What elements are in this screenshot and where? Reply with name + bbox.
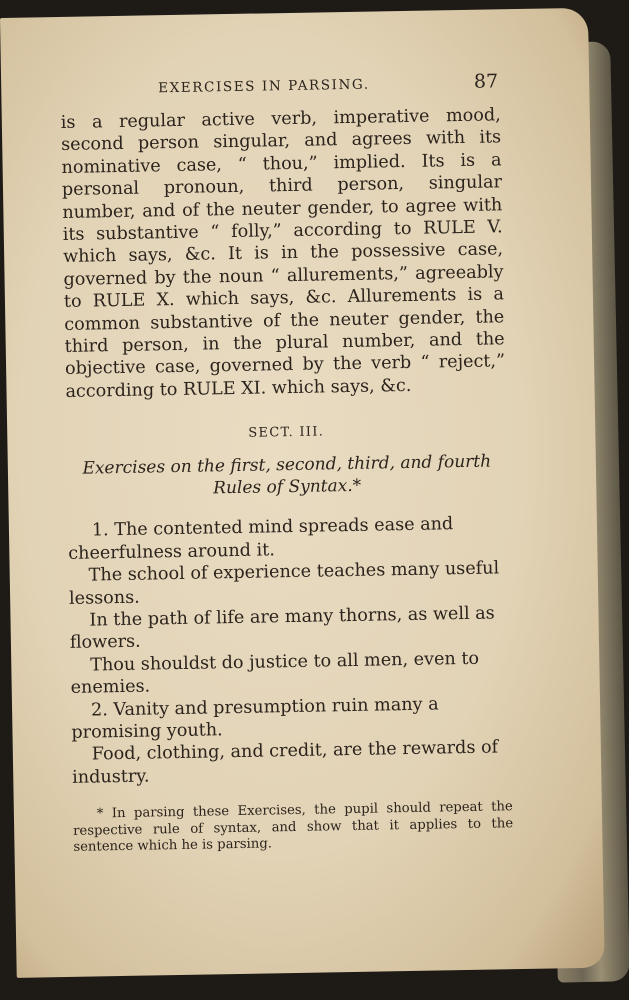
exercise-sentence: In the path of life are many thorns, as well as flowers. (69, 603, 495, 654)
running-title: EXERCISES IN PARSING. (158, 76, 370, 97)
exercise-sentence: 2. Vanity and presumption ruin many a promising youth. (71, 694, 439, 743)
exercise-sentence: Food, clothing, and credit, are the rewards of industry. (72, 737, 499, 788)
page-content (60, 70, 514, 856)
footnote: * In parsing these Exercises, the pupil should repeat the respective rule of syntax, and show that it applies to the sentence which he is parsing. (73, 799, 514, 856)
exercise-sentence: Thou shouldst do justice to all men, even to enemies. (70, 648, 480, 699)
exercise-sentence: The school of experience teaches many useful lessons. (68, 558, 500, 609)
page-number: 87 (473, 70, 499, 93)
parsing-paragraph: is a regular active verb, imperative mood, second person singular, and agrees with its nominative case, “ thou,” implied. Its is a personal pronoun, third person, singular number, and of the neuter gender, to agree with its substantive “ folly,” according to RULE V. which says, &c. It is in the possessive case, governed by the noun “ allurements,” agreeably to RULE X. which says, &c. Allurements is a common substantive of the neuter gender, the third person, in the plural number, and the objective case, governed by the verb “ reject,” according to RULE XI. which says, &c. (60, 105, 506, 402)
section-title: SECT. III. (248, 424, 325, 442)
exercise-list (68, 513, 513, 790)
exercises-heading: Exercises on the first, second, third, and fourth Rules of Syntax.* (82, 451, 492, 499)
exercise-sentence: 1. The contented mind spreads ease and cheerfulness around it. (68, 514, 454, 564)
